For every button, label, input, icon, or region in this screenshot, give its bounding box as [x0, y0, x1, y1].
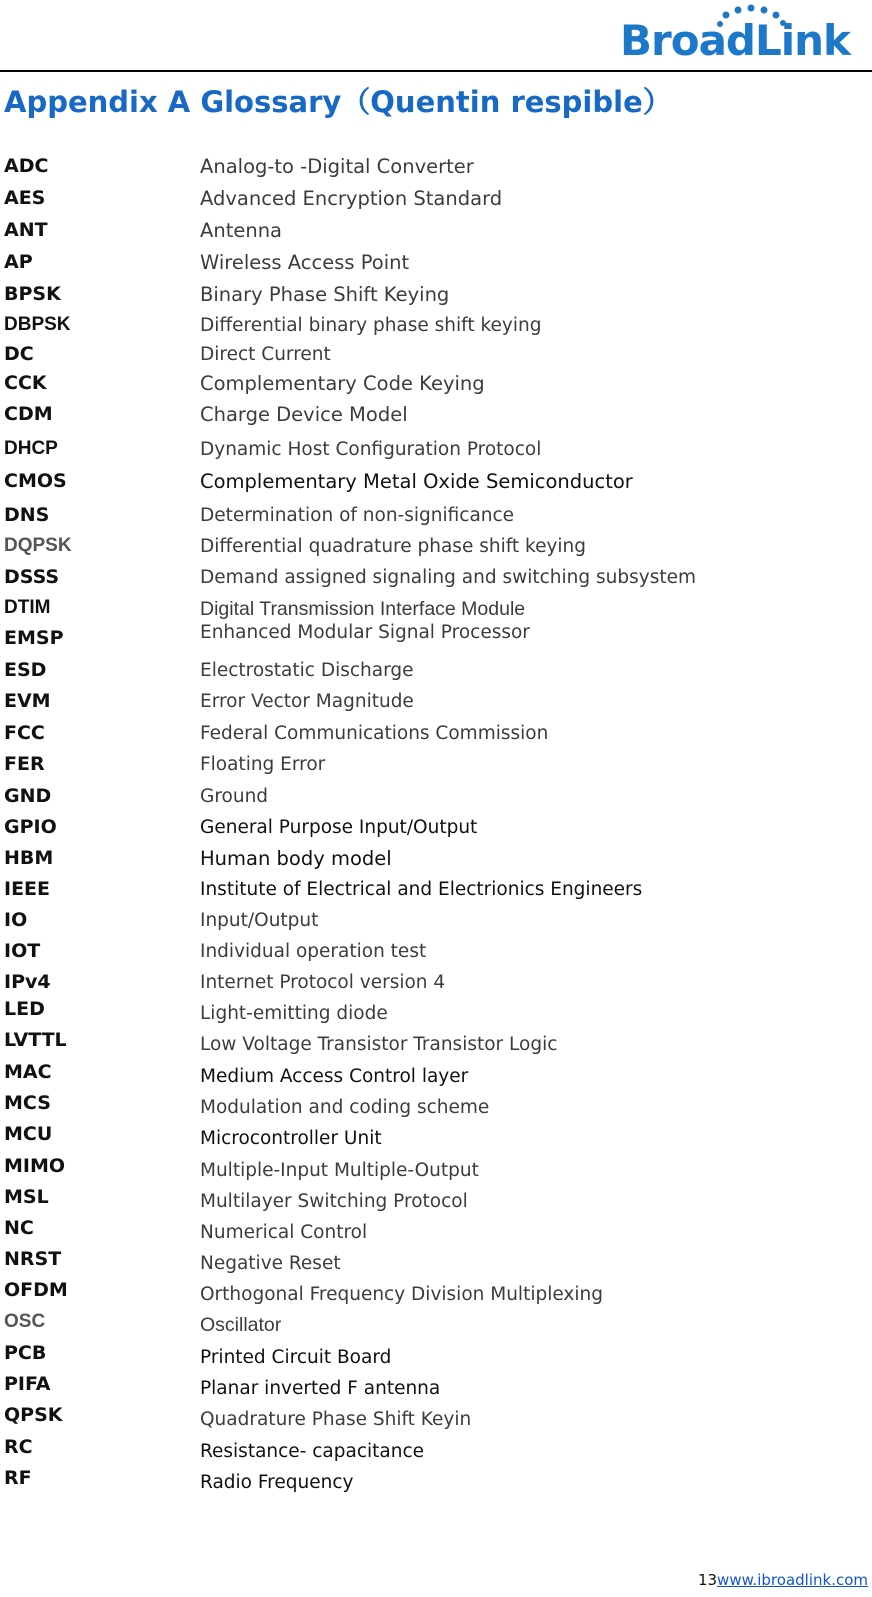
glossary-definition: Radio Frequency	[200, 1472, 354, 1493]
glossary-definition: Ground	[200, 786, 269, 807]
glossary-abbr: IOT	[4, 940, 41, 962]
glossary-abbr: GND	[4, 785, 52, 807]
glossary-abbr: MAC	[4, 1061, 52, 1083]
glossary-definition: Oscillator	[200, 1314, 282, 1336]
glossary-abbr: CMOS	[4, 470, 67, 492]
page-footer	[698, 1571, 868, 1589]
glossary-abbr: IPv4	[4, 971, 51, 993]
glossary-definition: Determination of non-significance	[200, 505, 515, 526]
glossary-abbr: PCB	[4, 1342, 47, 1364]
glossary-abbr: BPSK	[4, 283, 61, 305]
glossary-row	[0, 437, 872, 467]
glossary-abbr: FCC	[4, 722, 45, 744]
glossary-row	[0, 565, 872, 595]
glossary-abbr: CCK	[4, 372, 47, 394]
glossary-definition: Electrostatic Discharge	[200, 660, 414, 681]
glossary-abbr: DC	[4, 343, 34, 365]
glossary-row	[0, 186, 872, 216]
glossary-row	[0, 752, 872, 782]
glossary-row	[0, 282, 872, 312]
glossary-abbr: ADC	[4, 155, 49, 177]
glossary-abbr: PIFA	[4, 1373, 51, 1395]
glossary-abbr: NRST	[4, 1248, 62, 1270]
glossary-definition: Error Vector Magnitude	[200, 691, 414, 712]
glossary-row	[0, 1185, 872, 1215]
glossary-row	[0, 658, 872, 688]
glossary-definition: Demand assigned signaling and switching subsystem	[200, 567, 696, 588]
glossary-abbr: DQPSK	[4, 535, 72, 556]
glossary-definition: Digital Transmission Interface Module	[200, 598, 526, 620]
glossary-row	[0, 503, 872, 533]
glossary-row	[0, 1122, 872, 1152]
glossary-definition: Antenna	[200, 219, 283, 242]
glossary-row	[0, 1372, 872, 1402]
logo-wordmark: BroadLink	[620, 16, 850, 65]
glossary-row	[0, 1310, 872, 1340]
glossary-abbr: RC	[4, 1436, 33, 1458]
glossary-row	[0, 402, 872, 432]
glossary-row	[0, 997, 872, 1027]
glossary-abbr: HBM	[4, 847, 54, 869]
glossary-abbr: ANT	[4, 219, 48, 241]
glossary-row	[0, 534, 872, 564]
glossary-abbr: MIMO	[4, 1155, 66, 1177]
glossary-definition: Analog-to -Digital Converter	[200, 155, 474, 178]
glossary-abbr: MCU	[4, 1123, 53, 1145]
glossary-definition: Human body model	[200, 847, 392, 870]
glossary-abbr: AES	[4, 187, 46, 209]
glossary-row	[0, 1403, 872, 1433]
website-link[interactable]: www.ibroadlink.com	[717, 1571, 868, 1589]
glossary-definition: Microcontroller Unit	[200, 1128, 382, 1149]
glossary-row	[0, 939, 872, 969]
glossary-row	[0, 689, 872, 719]
glossary-row	[0, 1278, 872, 1308]
glossary-row	[0, 908, 872, 938]
glossary-row	[0, 1435, 872, 1465]
glossary-definition: Institute of Electrical and Electrionics Engineers	[200, 879, 643, 900]
glossary-row	[0, 1466, 872, 1496]
glossary-definition: Numerical Control	[200, 1222, 368, 1243]
glossary-row	[0, 154, 872, 184]
glossary-row	[0, 1341, 872, 1371]
glossary-definition: Orthogonal Frequency Division Multiplexing	[200, 1284, 603, 1305]
glossary-definition: Multiple-Input Multiple-Output	[200, 1160, 479, 1181]
glossary-definition: Enhanced Modular Signal Processor	[200, 622, 530, 643]
glossary-row	[0, 342, 872, 372]
glossary-definition: Medium Access Control layer	[200, 1066, 469, 1087]
glossary-abbr: GPIO	[4, 816, 57, 838]
glossary-definition: Input/Output	[200, 910, 319, 931]
glossary-abbr: MCS	[4, 1092, 51, 1114]
glossary-row	[0, 970, 872, 1000]
glossary-abbr: FER	[4, 753, 45, 775]
glossary-definition: Wireless Access Point	[200, 251, 410, 274]
glossary-row	[0, 1154, 872, 1184]
glossary-row	[0, 1028, 872, 1058]
glossary-definition: Complementary Metal Oxide Semiconductor	[200, 470, 633, 493]
glossary-definition: Floating Error	[200, 754, 326, 775]
glossary-abbr: CDM	[4, 403, 53, 425]
glossary-row	[0, 784, 872, 814]
glossary-abbr: OFDM	[4, 1279, 68, 1301]
glossary-row	[0, 846, 872, 876]
glossary-definition: Quadrature Phase Shift Keyin	[200, 1409, 472, 1430]
glossary-row	[0, 469, 872, 499]
glossary-abbr: EVM	[4, 690, 51, 712]
glossary-definition: Individual operation test	[200, 941, 427, 962]
glossary-row	[0, 313, 872, 343]
glossary-abbr: QPSK	[4, 1404, 63, 1426]
glossary-row	[0, 1216, 872, 1246]
glossary-abbr: AP	[4, 251, 33, 273]
glossary-row	[0, 250, 872, 280]
glossary-definition: Differential binary phase shift keying	[200, 315, 542, 336]
glossary-abbr: RF	[4, 1467, 32, 1489]
glossary-definition: Low Voltage Transistor Transistor Logic	[200, 1034, 558, 1055]
glossary-definition: Negative Reset	[200, 1253, 341, 1274]
glossary-row	[0, 1060, 872, 1090]
glossary-row	[0, 1091, 872, 1121]
glossary-abbr: LVTTL	[4, 1029, 67, 1051]
glossary-abbr: IO	[4, 909, 28, 931]
glossary-abbr: IEEE	[4, 878, 51, 900]
page-number: 13	[697, 1571, 718, 1589]
glossary-definition: Direct Current	[200, 344, 331, 365]
glossary-definition: Binary Phase Shift Keying	[200, 283, 450, 306]
glossary-definition: Multilayer Switching Protocol	[200, 1191, 468, 1212]
glossary-row	[0, 877, 872, 907]
glossary-abbr: DHCP	[4, 438, 58, 459]
glossary-abbr: DBPSK	[4, 314, 71, 335]
glossary-definition: Complementary Code Keying	[200, 372, 485, 395]
glossary-abbr: DNS	[4, 504, 50, 526]
glossary-definition: Printed Circuit Board	[200, 1347, 392, 1368]
glossary-definition: Federal Communications Commission	[200, 723, 549, 744]
glossary-abbr: EMSP	[4, 627, 64, 649]
glossary-definition: Light-emitting diode	[200, 1003, 388, 1024]
glossary-definition: Dynamic Host Configuration Protocol	[200, 439, 542, 460]
glossary-abbr: LED	[4, 998, 45, 1020]
glossary-abbr: DTIM	[4, 597, 51, 618]
glossary-abbr: DSSS	[4, 566, 60, 588]
page-title: Appendix A Glossary（Quentin respible）	[4, 85, 672, 119]
glossary-definition: Charge Device Model	[200, 403, 408, 426]
glossary-definition: Resistance- capacitance	[200, 1441, 425, 1462]
glossary-row	[0, 622, 872, 656]
glossary-abbr: OSC	[4, 1311, 46, 1332]
glossary-row	[0, 218, 872, 248]
glossary-row	[0, 371, 872, 401]
glossary-row	[0, 721, 872, 751]
glossary-abbr: ESD	[4, 659, 47, 681]
glossary-abbr: MSL	[4, 1186, 49, 1208]
glossary-row	[0, 815, 872, 845]
glossary-definition: Planar inverted F antenna	[200, 1378, 441, 1399]
glossary-definition: Advanced Encryption Standard	[200, 187, 503, 210]
glossary-definition: Differential quadrature phase shift keying	[200, 536, 587, 557]
glossary-definition: Modulation and coding scheme	[200, 1097, 490, 1118]
glossary-row	[0, 1247, 872, 1277]
glossary-definition: Internet Protocol version 4	[200, 972, 446, 993]
glossary-definition: General Purpose Input/Output	[200, 817, 478, 838]
glossary-abbr: NC	[4, 1217, 34, 1239]
